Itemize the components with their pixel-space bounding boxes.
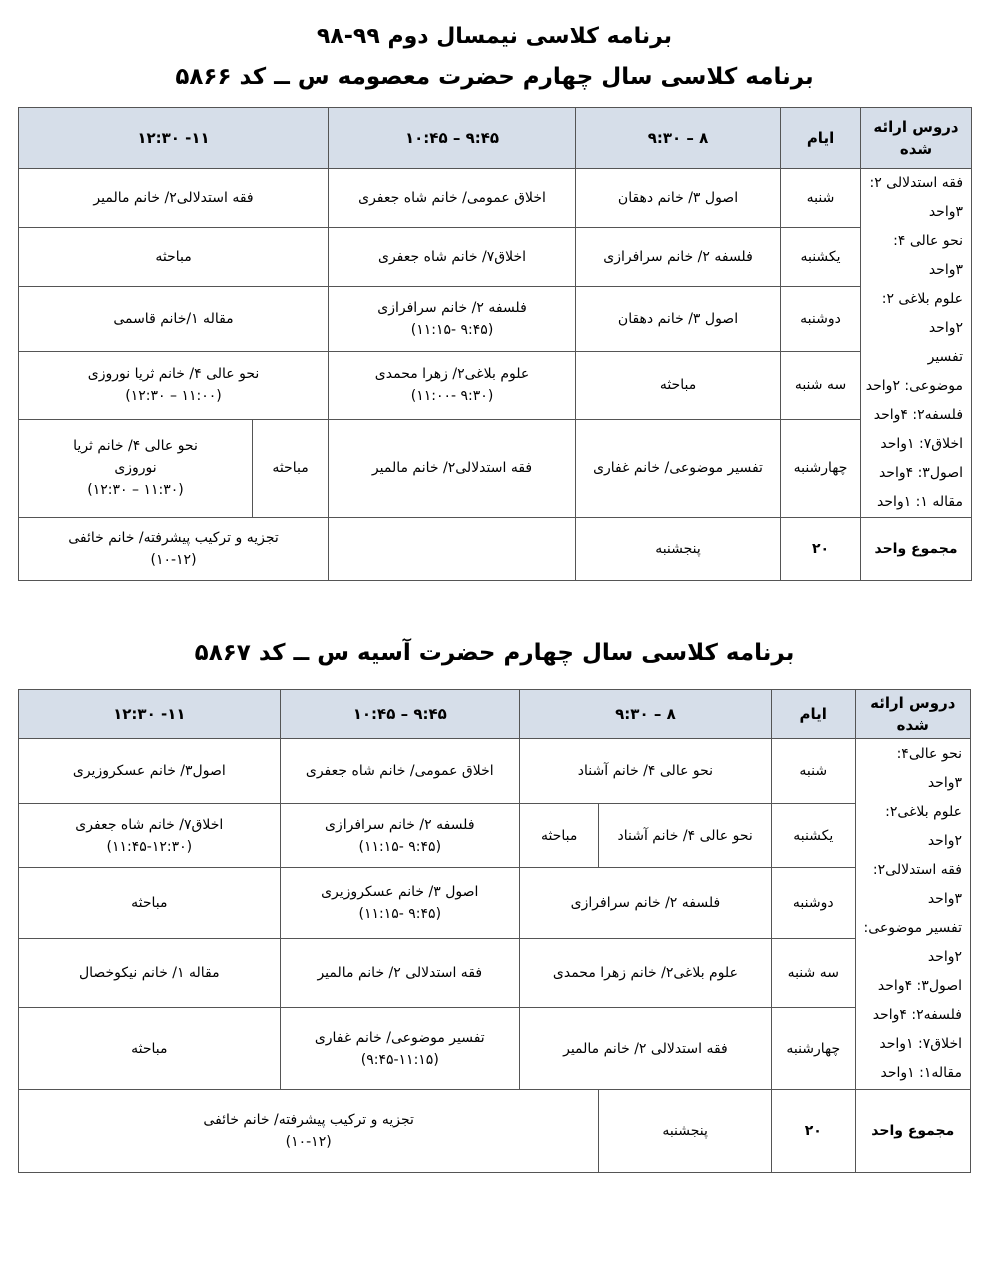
class-cell: [329, 351, 576, 419]
day-label: پنجشنبه: [599, 1090, 772, 1173]
class-cell: فلسفه ۲/ خانم سرافرازی: [519, 868, 771, 939]
class-time: (۹:۴۵ -۱۱:۱۵): [358, 838, 442, 855]
table-row: [19, 287, 972, 352]
course-item: نحو عالی ۴: ۳واحد: [893, 233, 964, 278]
class-cell: مباحثه: [19, 868, 281, 939]
class-name: تجزیه و ترکیب پیشرفته/ خانم خائفی: [68, 530, 279, 546]
class-time: (۹:۴۵ -۱۱:۱۵): [410, 322, 494, 339]
page-title: برنامه کلاسی نیمسال دوم ۹۹-۹۸: [316, 24, 673, 49]
courses-list: [861, 169, 972, 518]
class-time: (۹:۴۵ -۱۱:۱۵): [358, 906, 442, 922]
course-item: علوم بلاغی ۲: ۲واحد: [881, 291, 964, 336]
class-name: اخلاق۷/ خانم شاه جعفری: [75, 816, 224, 833]
course-item: علوم بلاغی۲: ۲واحد: [885, 804, 962, 849]
class-cell: فقه استدلالی۲/ خانم مالمیر: [329, 419, 576, 517]
class-name: اصول ۳/ خانم عسکروزیری: [321, 884, 479, 900]
table-row: [19, 351, 972, 419]
table-row: [19, 1090, 971, 1173]
class-cell: اصول۳/ خانم عسکروزیری: [19, 739, 281, 804]
header-courses: دروس ارائه شده: [861, 108, 972, 169]
day-label: دوشنبه: [771, 868, 855, 939]
class-cell: [19, 518, 329, 581]
class-name: نوروزی: [114, 460, 157, 477]
course-item: اخلاق۷: ۱واحد: [880, 436, 964, 452]
class-name: نحو عالی ۴/ خانم ثریا: [73, 438, 198, 455]
schedule-table-5866: [18, 107, 972, 581]
course-item: فقه استدلالی ۲: ۳واحد: [869, 175, 964, 220]
table-row: [19, 1008, 971, 1090]
total-label: مجموع واحد: [855, 1090, 970, 1173]
class-cell: نحو عالی ۴/ خانم آشناد: [519, 739, 771, 804]
header-slot1: ۸ – ۹:۳۰: [519, 690, 771, 739]
day-label: دوشنبه: [781, 287, 861, 352]
class-cell: اخلاق عمومی/ خانم شاه جعفری: [280, 739, 519, 804]
day-label: چهارشنبه: [771, 1008, 855, 1090]
class-cell: مباحثه: [519, 804, 598, 868]
class-cell: مقاله ۱/ خانم نیکوخصال: [19, 939, 281, 1008]
total-label: [861, 518, 972, 581]
class-time: (۹:۳۰ -۱۱:۰۰): [410, 388, 494, 405]
class-cell: [280, 868, 519, 939]
total-label-text: مجموع واحد: [874, 541, 958, 557]
table-header-row: [19, 108, 972, 169]
header-courses: دروس ارائه شده: [855, 690, 970, 739]
course-item: اصول۳: ۴واحد: [878, 465, 964, 481]
class-cell: اخلاق۷/ خانم شاه جعفری: [329, 228, 576, 287]
class-cell: فقه استدلالی ۲/ خانم مالمیر: [280, 939, 519, 1008]
table-row: [19, 739, 971, 804]
class-time: (۹:۴۵-۱۱:۱۵): [360, 1051, 439, 1068]
table-row: [19, 868, 971, 939]
class-name: فلسفه ۲/ خانم سرافرازی: [377, 300, 527, 317]
class-cell: [280, 1008, 519, 1090]
day-label: یکشنبه: [771, 804, 855, 868]
class-time: (۱۱:۰۰ – ۱۲:۳۰): [125, 388, 222, 405]
schedule-table-5867: [18, 689, 971, 1173]
day-label: سه شنبه: [771, 939, 855, 1008]
day-label: یکشنبه: [781, 228, 861, 287]
class-time: (۱۱:۳۰ – ۱۲:۳۰): [87, 482, 184, 499]
class-cell: مقاله ۱/خانم قاسمی: [19, 287, 329, 352]
course-item: فقه استدلالی۲: ۳واحد: [872, 862, 962, 907]
total-value: ۲۰: [781, 518, 861, 581]
header-slot1: ۸ – ۹:۳۰: [576, 108, 781, 169]
header-slot3: ۱۱- ۱۲:۳۰: [19, 108, 329, 169]
header-slot2: ۹:۴۵ – ۱۰:۴۵: [329, 108, 576, 169]
class-time: (۱۱:۴۵-۱۲:۳۰): [106, 838, 193, 855]
class-cell: [19, 1090, 599, 1173]
header-days: ایام: [781, 108, 861, 169]
header-days: ایام: [771, 690, 855, 739]
class-cell: اخلاق عمومی/ خانم شاه جعفری: [329, 169, 576, 228]
header-slot2: ۹:۴۵ – ۱۰:۴۵: [280, 690, 519, 739]
course-item: اصول۳: ۴واحد: [877, 978, 962, 994]
class-name: تجزیه و ترکیب پیشرفته/ خانم خائفی: [203, 1112, 414, 1128]
class-cell: اصول ۳/ خانم دهقان: [576, 169, 781, 228]
course-item: نحو عالی۴: ۳واحد: [896, 746, 962, 791]
course-item: تفسیر موضوعی: ۲واحد: [863, 920, 962, 965]
course-item: اخلاق۷: ۱واحد: [879, 1036, 962, 1052]
class-cell: تفسیر موضوعی/ خانم غفاری: [576, 419, 781, 517]
class-cell: [329, 518, 576, 581]
class-name: علوم بلاغی۲/ زهرا محمدی: [374, 366, 530, 383]
class-cell: [280, 804, 519, 868]
day-label: شنبه: [781, 169, 861, 228]
table-row: [19, 169, 972, 228]
class-cell: اصول ۳/ خانم دهقان: [576, 287, 781, 352]
day-label: پنجشنبه: [576, 518, 781, 581]
class-cell: مباحثه: [19, 228, 329, 287]
day-label: سه شنبه: [781, 351, 861, 419]
table-row: [19, 419, 972, 517]
course-item: فلسفه۲: ۴واحد: [872, 1007, 962, 1023]
table-row: [19, 939, 971, 1008]
class-time: (۱۰-۱۲): [285, 1134, 332, 1150]
class-cell: [329, 287, 576, 352]
class-time: (۱۰-۱۲): [150, 552, 197, 568]
course-item: تفسیر موضوعی: ۲واحد: [865, 349, 964, 394]
class-cell: مباحثه: [253, 419, 329, 517]
class-name: نحو عالی ۴/ خانم ثریا نوروزی: [87, 366, 260, 383]
course-item: فلسفه۲: ۴واحد: [873, 407, 964, 423]
table-row: [19, 228, 972, 287]
class-cell: [19, 804, 281, 868]
class-cell: مباحثه: [19, 1008, 281, 1090]
day-label: چهارشنبه: [781, 419, 861, 517]
day-label: شنبه: [771, 739, 855, 804]
class-cell: فقه استدلالی۲/ خانم مالمیر: [19, 169, 329, 228]
class-cell: نحو عالی ۴/ خانم آشناد: [599, 804, 772, 868]
courses-list: [855, 739, 970, 1090]
table-row: [19, 518, 972, 581]
header-slot3: ۱۱- ۱۲:۳۰: [19, 690, 281, 739]
class-name: فلسفه ۲/ خانم سرافرازی: [325, 816, 475, 833]
table2-title: برنامه کلاسی سال چهارم حضرت آسیه س ــ کد ۵۸۶۷: [194, 640, 795, 666]
table1-title: برنامه کلاسی سال چهارم حضرت معصومه س ــ کد ۵۸۶۶: [175, 64, 814, 90]
table-row: [19, 804, 971, 868]
class-cell: [19, 419, 253, 517]
class-cell: علوم بلاغی۲/ خانم زهرا محمدی: [519, 939, 771, 1008]
total-value: ۲۰: [771, 1090, 855, 1173]
class-name: تفسیر موضوعی/ خانم غفاری: [314, 1029, 485, 1046]
table-header-row: [19, 690, 971, 739]
course-item: مقاله۱: ۱واحد: [880, 1065, 962, 1081]
class-cell: مباحثه: [576, 351, 781, 419]
course-item: مقاله ۱: ۱واحد: [877, 494, 964, 510]
class-cell: [19, 351, 329, 419]
class-cell: فقه استدلالی ۲/ خانم مالمیر: [519, 1008, 771, 1090]
class-cell: فلسفه ۲/ خانم سرافرازی: [576, 228, 781, 287]
